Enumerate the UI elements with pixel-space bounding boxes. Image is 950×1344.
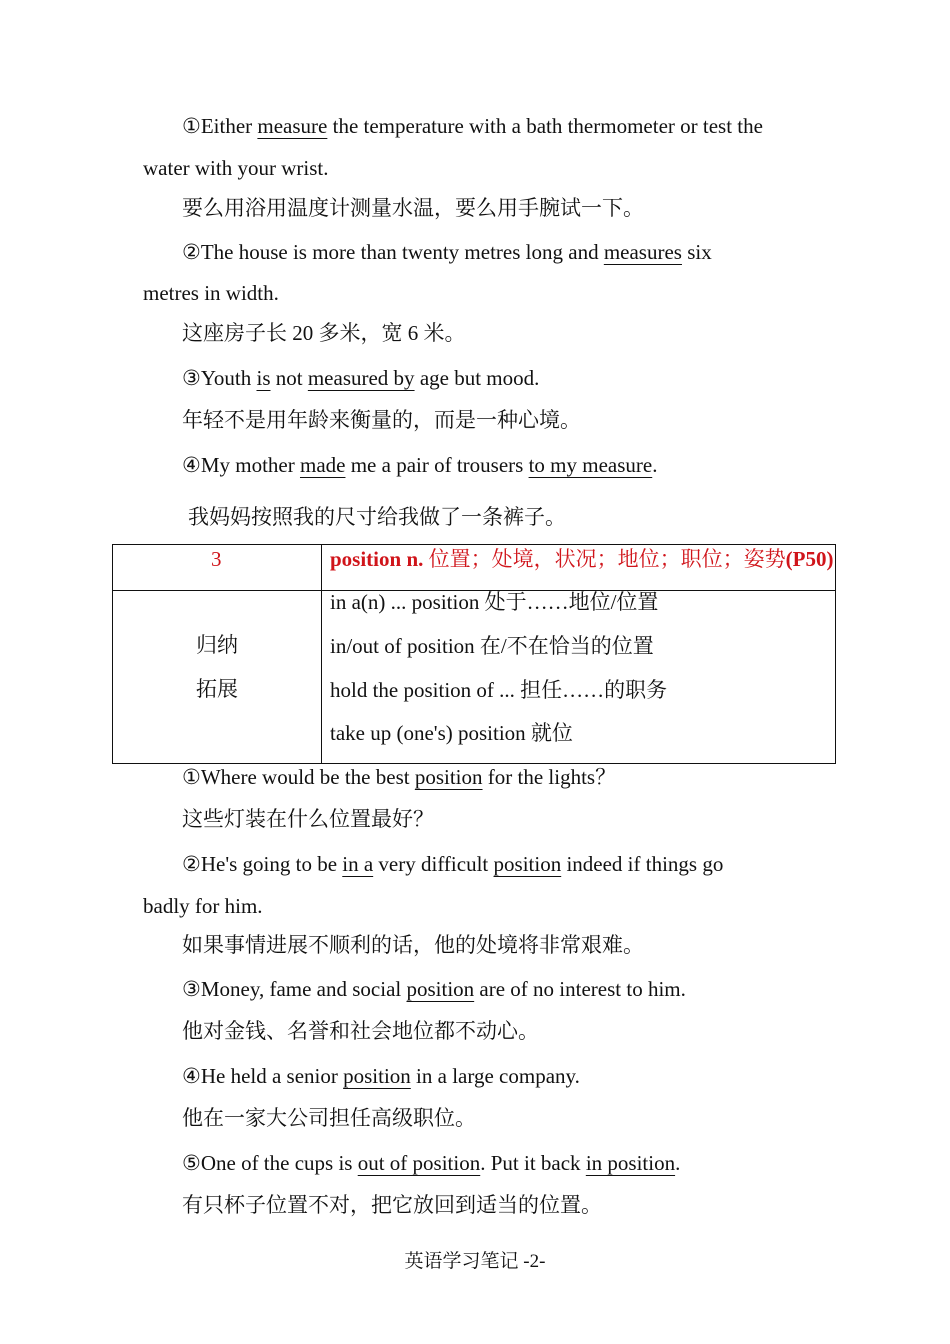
example-translation: 要么用浴用温度计测量水温，要么用手腕试一下。 <box>182 196 644 220</box>
example-translation: 这座房子长 20 多米，宽 6 米。 <box>182 321 466 345</box>
section-label: 归纳 <box>196 633 238 657</box>
section-label: 拓展 <box>196 677 238 701</box>
example-sentence: ⑤One of the cups is out of position. Put it back in position. <box>182 1151 681 1175</box>
underlined-phrase: out of position <box>357 1151 481 1175</box>
table-divider <box>321 545 322 763</box>
phrase-item: take up (one's) position 就位 <box>330 721 573 745</box>
page-reference: (P50) <box>785 547 834 571</box>
underlined-phrase: position <box>406 977 475 1001</box>
entry-headword: position n. <box>330 547 424 571</box>
underlined-phrase: is <box>256 366 271 390</box>
underlined-phrase: position <box>414 765 483 789</box>
page-footer: 英语学习笔记 -2- <box>404 1251 546 1272</box>
example-sentence: ②The house is more than twenty metres long and measures six <box>182 240 712 264</box>
underlined-phrase: in a <box>342 852 374 876</box>
example-translation: 年轻不是用年龄来衡量的，而是一种心境。 <box>182 408 581 432</box>
example-sentence-continued: metres in width. <box>143 281 279 305</box>
underlined-phrase: in position <box>585 1151 676 1175</box>
entry-number: 3 <box>211 547 222 571</box>
example-sentence: ④My mother made me a pair of trousers to my measure. <box>182 453 658 477</box>
entry-headword-line <box>330 545 833 573</box>
underlined-phrase: measure <box>257 114 328 138</box>
phrase-item: in a(n) ... position 处于……地位/位置 <box>330 590 659 614</box>
example-translation: 如果事情进展不顺利的话，他的处境将非常艰难。 <box>182 933 644 957</box>
underlined-phrase: position <box>493 852 562 876</box>
entry-meanings: 位置；处境，状况；地位；职位；姿势 <box>428 547 786 571</box>
example-sentence: ①Where would be the best position for the lights？ <box>182 765 617 789</box>
example-translation: 我妈妈按照我的尺寸给我做了一条裤子。 <box>188 505 566 529</box>
underlined-phrase: position <box>343 1064 411 1088</box>
vocabulary-table <box>112 544 836 764</box>
example-sentence-continued: badly for him. <box>143 894 263 918</box>
example-translation: 有只杯子位置不对，把它放回到适当的位置。 <box>182 1193 602 1217</box>
example-sentence: ④He held a senior position in a large company. <box>182 1064 580 1088</box>
example-translation: 他在一家大公司担任高级职位。 <box>182 1106 476 1130</box>
example-sentence: ③Money, fame and social position are of no interest to him. <box>182 977 686 1001</box>
underlined-phrase: made <box>299 453 346 477</box>
phrase-item: in/out of position 在/不在恰当的位置 <box>330 634 654 658</box>
underlined-phrase: measured by <box>307 366 415 390</box>
underlined-phrase: to my measure <box>528 453 653 477</box>
example-sentence: ②He's going to be in a very difficult position indeed if things go <box>182 852 724 876</box>
example-translation: 这些灯装在什么位置最好？ <box>182 807 434 831</box>
underlined-phrase: measures <box>603 240 682 264</box>
example-sentence: ①Either measure the temperature with a bath thermometer or test the <box>182 114 763 138</box>
phrase-item: hold the position of ... 担任……的职务 <box>330 678 668 702</box>
example-sentence-continued: water with your wrist. <box>143 156 329 180</box>
example-sentence: ③Youth is not measured by age but mood. <box>182 366 540 390</box>
example-translation: 他对金钱、名誉和社会地位都不动心。 <box>182 1019 539 1043</box>
